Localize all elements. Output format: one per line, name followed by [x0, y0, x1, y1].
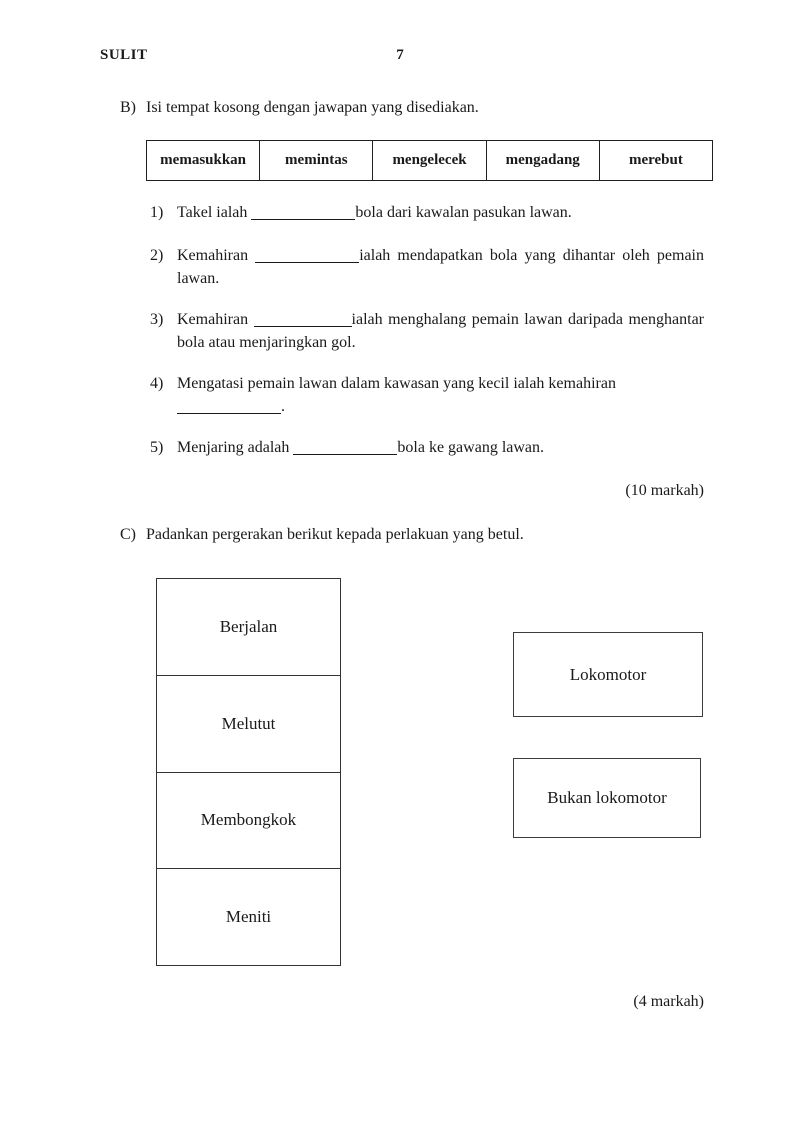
movement-items-table — [156, 578, 341, 966]
word-bank-cell: mengadang — [487, 141, 600, 180]
section-c-label: C) — [120, 526, 136, 543]
movement-item: Berjalan — [219, 616, 278, 636]
question-text: ialah menghalang pemain lawan daripada menghantar — [351, 311, 705, 328]
question-text: . — [281, 398, 285, 415]
movement-item: Meniti — [157, 868, 340, 965]
question-line: Mengatasi pemain lawan dalam kawasan yang kecil ialah kemahiran — [177, 375, 616, 392]
question-number: 1) — [150, 204, 164, 221]
question-line — [177, 395, 704, 418]
question-line — [177, 308, 704, 331]
section-b-label: B) — [120, 99, 136, 116]
question-text: Takel ialah — [177, 204, 248, 221]
section-b-heading — [120, 96, 479, 119]
movement-item: Membongkok — [157, 772, 340, 869]
category-box-bukan-lokomotor: Bukan lokomotor — [513, 758, 701, 838]
movement-item: Melutut — [157, 675, 340, 772]
question-line — [177, 201, 704, 224]
question-text: bola dari kawalan pasukan lawan. — [355, 204, 572, 221]
question-line: lawan. — [177, 270, 220, 287]
question-number: 3) — [150, 311, 164, 328]
question-text: Kemahiran — [177, 247, 249, 264]
answer-blank — [251, 208, 355, 220]
question-line — [177, 436, 704, 459]
question-text: Kemahiran — [177, 311, 249, 328]
question-2 — [150, 244, 704, 290]
question-3 — [150, 308, 704, 354]
answer-blank — [293, 443, 397, 455]
section-c-instruction: Padankan pergerakan berikut kepada perlakuan yang betul. — [146, 526, 524, 543]
word-bank-cell: merebut — [628, 152, 683, 168]
question-text: ialah mendapatkan bola yang dihantar oleh pemain — [359, 247, 705, 264]
question-number: 4) — [150, 375, 164, 392]
category-box-lokomotor: Lokomotor — [513, 632, 703, 717]
section-c-heading — [120, 523, 524, 546]
question-text: bola ke gawang lawan. — [397, 439, 545, 456]
question-5 — [150, 436, 704, 459]
section-c-marks: (4 markah) — [633, 993, 704, 1010]
question-1 — [150, 201, 704, 224]
word-bank-cell: memintas — [260, 141, 373, 180]
word-bank-cell: mengelecek — [373, 141, 486, 180]
question-number: 5) — [150, 439, 164, 456]
question-text: Menjaring adalah — [177, 439, 290, 456]
page-number: 7 — [396, 47, 404, 63]
word-bank-table — [146, 140, 713, 181]
section-b-instruction: Isi tempat kosong dengan jawapan yang disediakan. — [146, 99, 479, 116]
question-line: bola atau menjaringkan gol. — [177, 334, 356, 351]
answer-blank — [255, 251, 359, 263]
section-b-marks: (10 markah) — [625, 482, 704, 499]
word-bank-cell: memasukkan — [147, 141, 260, 180]
answer-blank — [177, 402, 281, 414]
question-number: 2) — [150, 247, 164, 264]
question-4 — [150, 372, 704, 418]
confidential-label: SULIT — [100, 47, 148, 63]
question-line — [177, 244, 704, 267]
answer-blank — [254, 315, 352, 327]
